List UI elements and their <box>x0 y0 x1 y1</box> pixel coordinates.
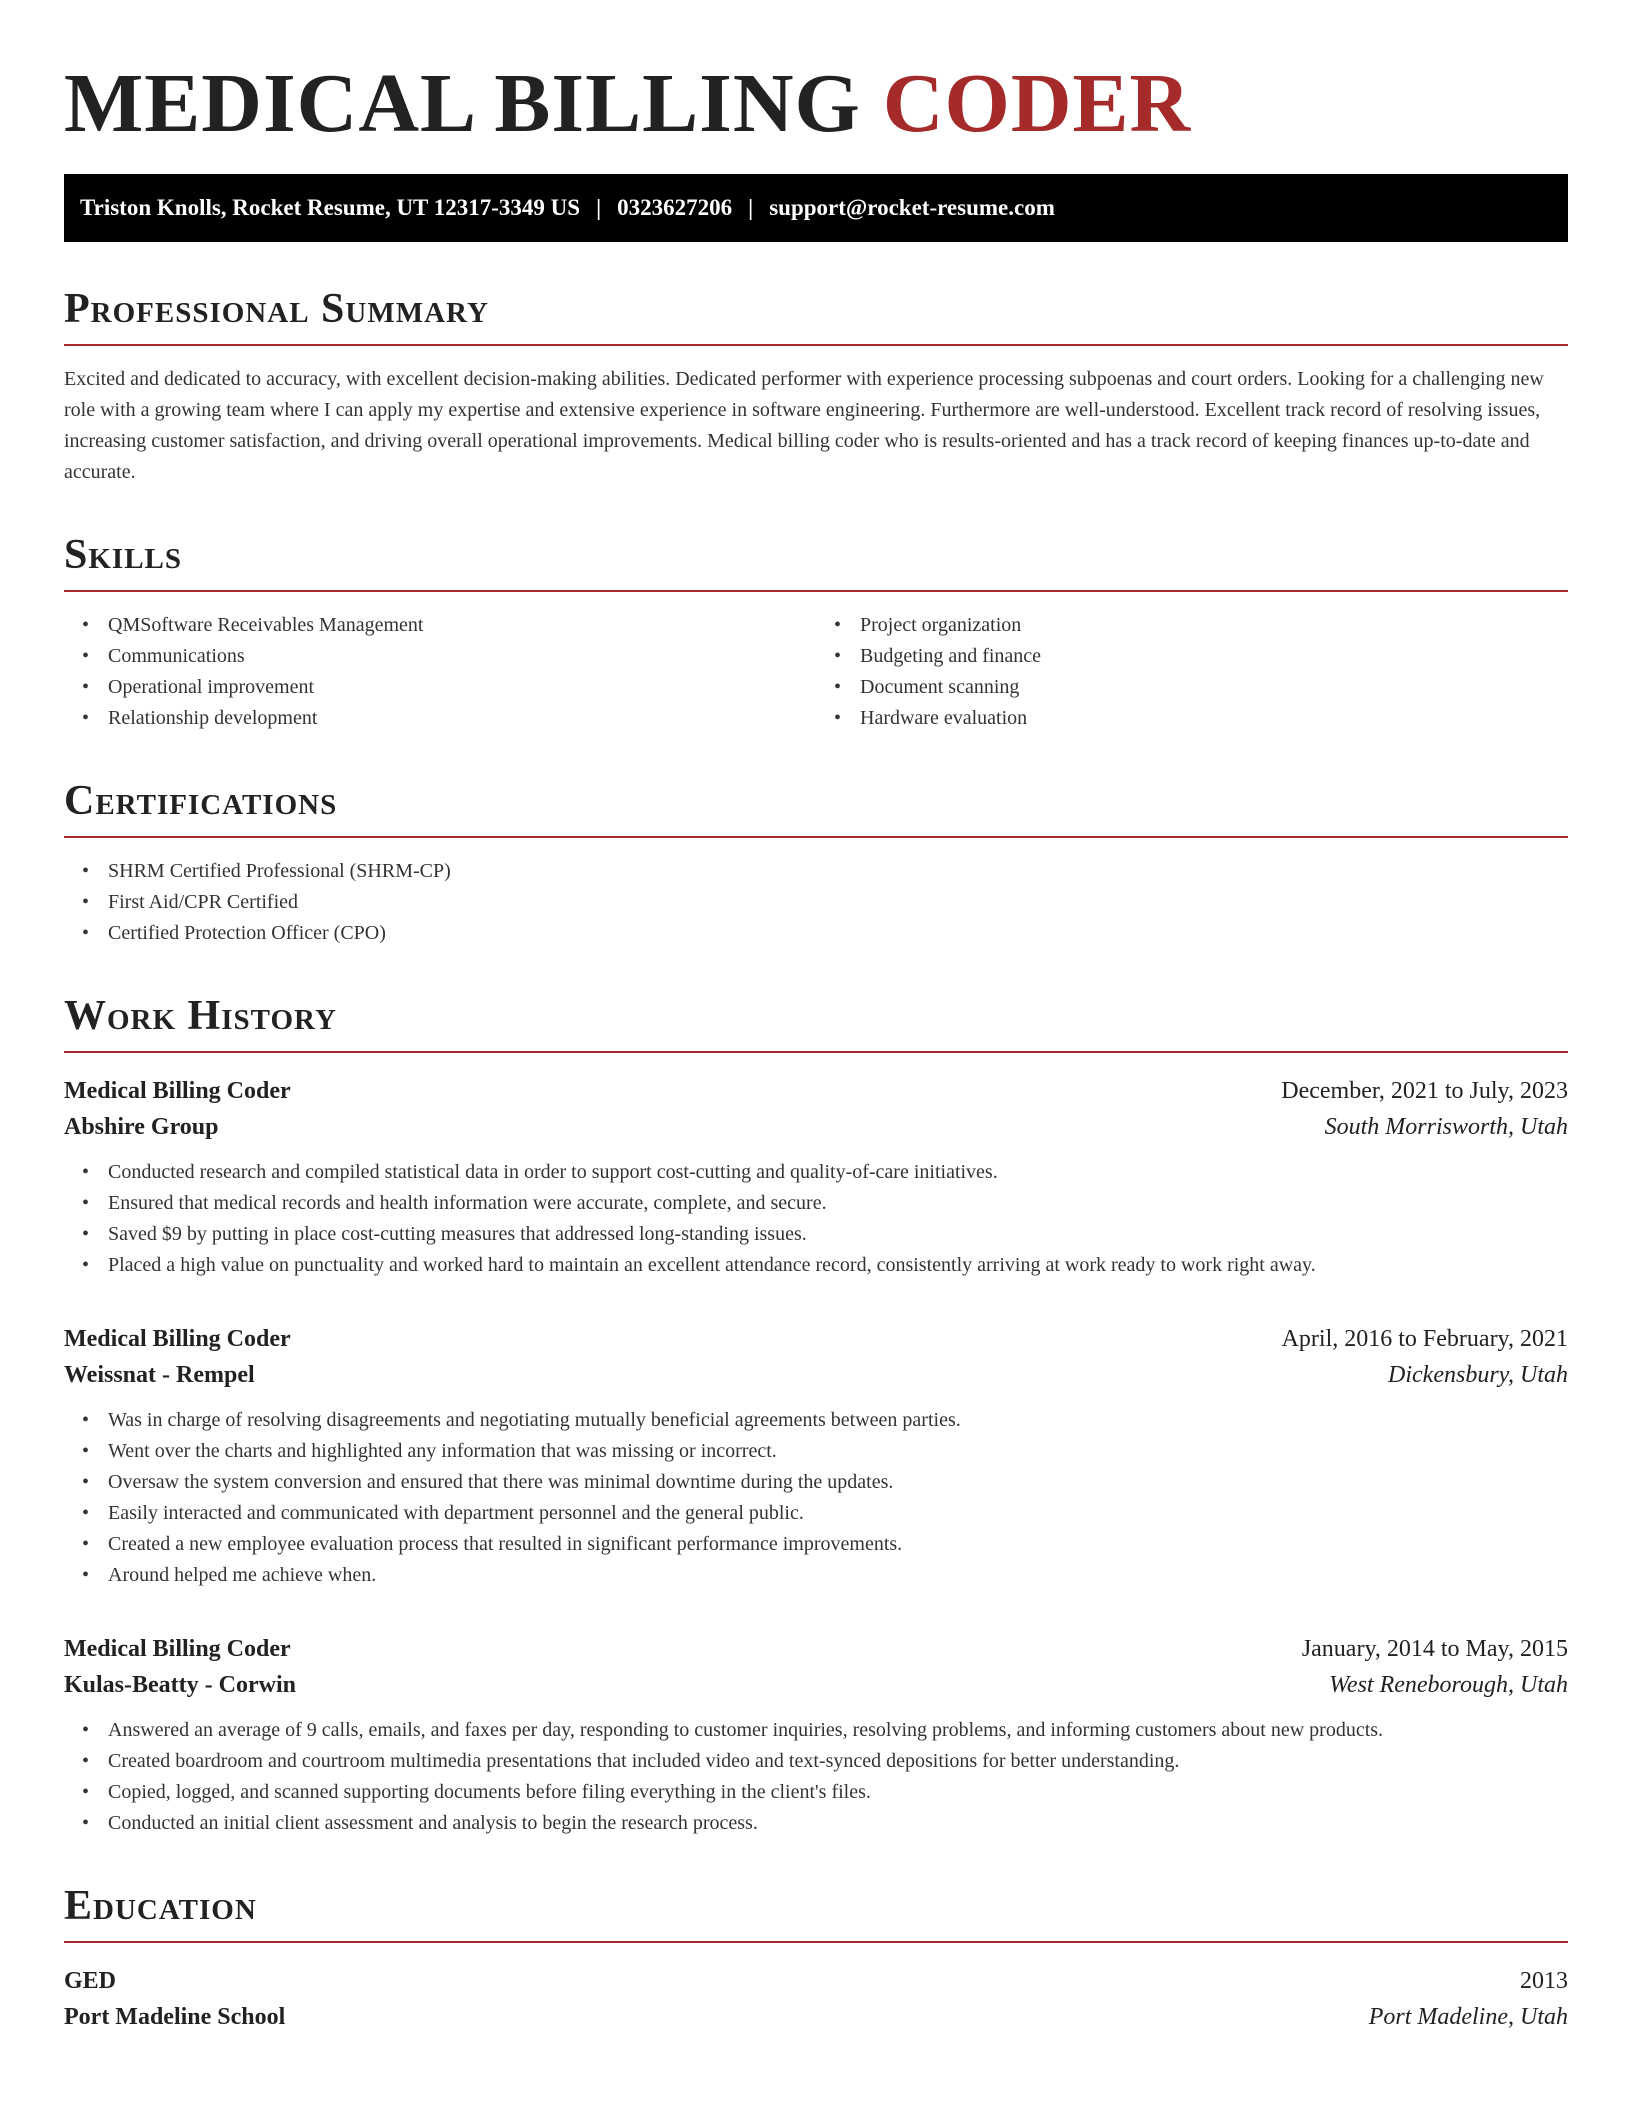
job-company-row <box>64 1357 1568 1393</box>
job-duty: • Oversaw the system conversion and ensured that there was minimal downtime during the updates. <box>108 1467 1568 1498</box>
skills-section <box>64 532 1568 734</box>
education-degree: GED <box>64 1968 117 1994</box>
job-dates: December, 2021 to July, 2023 <box>1281 1078 1568 1104</box>
job-title: Medical Billing Coder <box>64 1078 291 1104</box>
title-main: MEDICAL BILLING <box>64 57 861 150</box>
job-duties-list <box>64 1405 1568 1591</box>
job-duty: • Created a new employee evaluation process that resulted in significant performance improvements. <box>108 1529 1568 1560</box>
skill-item: • Operational improvement <box>108 672 816 703</box>
title-accent: CODER <box>882 57 1192 150</box>
job-location: Dickensbury, Utah <box>1388 1362 1568 1388</box>
resume-title <box>64 54 1568 154</box>
certification-item: • Certified Protection Officer (CPO) <box>108 918 1568 949</box>
skill-item: • Budgeting and finance <box>860 641 1568 672</box>
job-duty: • Ensured that medical records and health information were accurate, complete, and secure. <box>108 1188 1568 1219</box>
job-duty: • Placed a high value on punctuality and worked hard to maintain an excellent attendance record, consistently arriving at work ready to work right away. <box>108 1250 1568 1281</box>
skill-item: • Relationship development <box>108 703 816 734</box>
job-duty: • Conducted an initial client assessment and analysis to begin the research process. <box>108 1808 1568 1839</box>
certifications-list <box>64 856 1568 949</box>
contact-phone: 0323627206 <box>617 195 733 220</box>
job-company: Weissnat - Rempel <box>64 1362 255 1388</box>
job-title: Medical Billing Coder <box>64 1326 291 1352</box>
contact-address: Triston Knolls, Rocket Resume, UT 12317-3349 US <box>80 195 581 220</box>
education-school: Port Madeline School <box>64 2004 286 2030</box>
job-entry <box>64 1073 1568 1281</box>
education-section <box>64 1883 1568 2035</box>
job-duty: • Saved $9 by putting in place cost-cutting measures that addressed long-standing issues. <box>108 1219 1568 1250</box>
job-duty: • Went over the charts and highlighted any information that was missing or incorrect. <box>108 1436 1568 1467</box>
job-location: South Morrisworth, Utah <box>1324 1114 1568 1140</box>
work-history-heading: Work History <box>64 993 337 1039</box>
skills-heading: Skills <box>64 532 183 578</box>
job-duties-list <box>64 1157 1568 1281</box>
skills-list-left <box>64 610 816 734</box>
skills-list-right <box>816 610 1568 734</box>
job-dates: January, 2014 to May, 2015 <box>1301 1636 1568 1662</box>
job-duty: • Created boardroom and courtroom multimedia presentations that included video and text-synced depositions for better understanding. <box>108 1746 1568 1777</box>
skill-item: • QMSoftware Receivables Management <box>108 610 816 641</box>
job-duty: • Answered an average of 9 calls, emails, and faxes per day, responding to customer inquiries, resolving problems, and informing customers about new products. <box>108 1715 1568 1746</box>
section-divider <box>64 1051 1568 1053</box>
education-location: Port Madeline, Utah <box>1368 2004 1568 2030</box>
section-divider <box>64 1941 1568 1943</box>
job-duty: • Easily interacted and communicated with department personnel and the general public. <box>108 1498 1568 1529</box>
contact-bar <box>64 174 1568 242</box>
education-heading: Education <box>64 1883 257 1929</box>
certification-item: • SHRM Certified Professional (SHRM-CP) <box>108 856 1568 887</box>
job-location: West Reneborough, Utah <box>1329 1672 1568 1698</box>
job-duty: • Around helped me achieve when. <box>108 1560 1568 1591</box>
education-entry <box>64 1963 1568 2035</box>
skill-item: • Document scanning <box>860 672 1568 703</box>
contact-email: support@rocket-resume.com <box>769 195 1055 220</box>
job-company: Kulas-Beatty - Corwin <box>64 1672 296 1698</box>
certifications-heading: Certifications <box>64 778 338 824</box>
job-entry <box>64 1321 1568 1591</box>
section-divider <box>64 836 1568 838</box>
certifications-section <box>64 778 1568 949</box>
job-duties-list <box>64 1715 1568 1839</box>
skill-item: • Project organization <box>860 610 1568 641</box>
summary-text: Excited and dedicated to accuracy, with excellent decision-making abilities. Dedicated performer with experience processing subpoenas and court orders. Looking for a challenging new role with a growing team where I can apply my expertise and extensive experience in software engineering. Furthermore are well-understood. Excellent track record of resolving issues, increasing customer satisfaction, and driving overall operational improvements. Medical billing coder who is results-oriented and has a track record of keeping finances up-to-date and accurate. <box>64 368 1544 483</box>
education-year: 2013 <box>1520 1968 1568 1994</box>
job-dates: April, 2016 to February, 2021 <box>1281 1326 1568 1352</box>
job-company: Abshire Group <box>64 1114 219 1140</box>
contact-separator: | <box>596 195 602 220</box>
job-company-row <box>64 1667 1568 1703</box>
job-duty: • Copied, logged, and scanned supporting documents before filing everything in the client's files. <box>108 1777 1568 1808</box>
contact-separator: | <box>748 195 754 220</box>
section-divider <box>64 344 1568 346</box>
skill-item: • Communications <box>108 641 816 672</box>
job-header-row <box>64 1631 1568 1667</box>
job-header-row <box>64 1073 1568 1109</box>
education-degree-row <box>64 1963 1568 1999</box>
job-header-row <box>64 1321 1568 1357</box>
job-title: Medical Billing Coder <box>64 1636 291 1662</box>
work-history-section <box>64 993 1568 1839</box>
summary-section <box>64 286 1568 488</box>
certification-item: • First Aid/CPR Certified <box>108 887 1568 918</box>
summary-heading: Professional Summary <box>64 286 489 332</box>
education-school-row <box>64 1999 1568 2035</box>
skills-grid <box>64 592 1568 734</box>
job-duty: • Conducted research and compiled statistical data in order to support cost-cutting and quality-of-care initiatives. <box>108 1157 1568 1188</box>
skill-item: • Hardware evaluation <box>860 703 1568 734</box>
job-entry <box>64 1631 1568 1839</box>
job-duty: • Was in charge of resolving disagreements and negotiating mutually beneficial agreements between parties. <box>108 1405 1568 1436</box>
job-company-row <box>64 1109 1568 1145</box>
